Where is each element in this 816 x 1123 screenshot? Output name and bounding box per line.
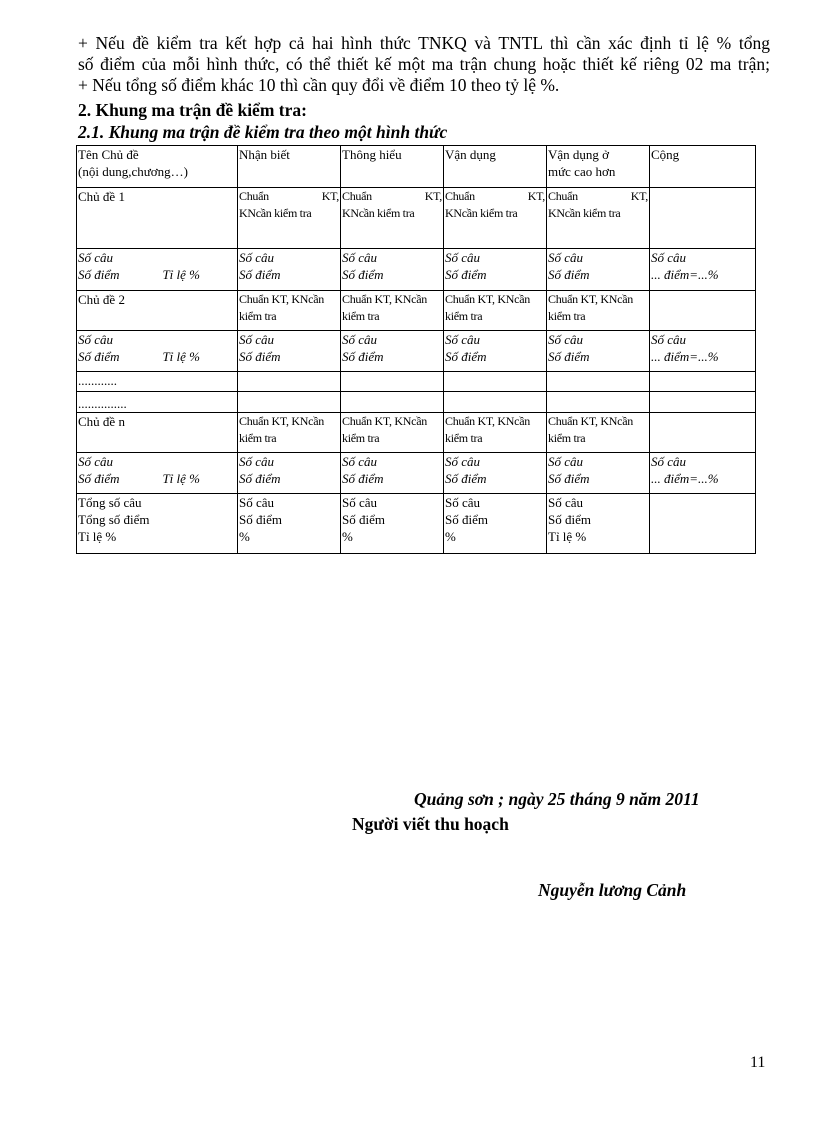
table-row [77,331,756,372]
standard-cell: Chuẩn KT, KNcần kiểm tra [547,291,650,331]
score-cell: Số câu Số điểm [238,331,341,372]
standard-cell: Chuẩn KT, KNcần kiểm tra [547,413,650,453]
score-label-cell: Số câu Số điểm Tỉ lệ % [77,331,238,372]
page-number: 11 [750,1054,766,1071]
topic-2-cell: Chủ đề 2 [77,291,238,331]
table-total-row [77,494,756,554]
score-cell: Số câu Số điểm [444,331,547,372]
score-cell: Số câu Số điểm [444,453,547,494]
topic-1-cell: Chủ đề 1 [77,188,238,249]
header-application: Vận dụng [444,146,547,188]
standard-cell: Chuẩn KT, KNcần kiểm tra [238,291,341,331]
ellipsis-cell: ............... [77,392,238,413]
score-cell: Số câu Số điểm [238,249,341,291]
header-recognition: Nhận biết [238,146,341,188]
subsection-title: 2.1. Khung ma trận đề kiểm tra theo một hình thức [78,122,448,142]
intro-line-2: số điểm của mỗi hình thức, có thể thiết kế một ma trận chung hoặc thiết kế riêng 02 ma trận; [78,54,770,74]
section-title: 2. Khung ma trận đề kiểm tra: [78,100,307,120]
score-label-cell: Số câu Số điểm Tỉ lệ % [77,453,238,494]
standard-cell: Chuẩn KT, KNcần kiểm tra [547,188,650,249]
score-cell: Số câu Số điểm [341,249,444,291]
score-cell: Số câu Số điểm [341,453,444,494]
standard-cell: Chuẩn KT, KNcần kiểm tra [341,291,444,331]
score-cell: Số câu Số điểm [547,249,650,291]
standard-cell: Chuẩn KT, KNcần kiểm tra [341,413,444,453]
standard-cell: Chuẩn KT, KNcần kiểm tra [444,413,547,453]
standard-cell: Chuẩn KT, KNcần kiểm tra [238,413,341,453]
ellipsis-cell: ............ [77,372,238,392]
header-topic: Tên Chủ đề (nội dung,chương…) [77,146,238,188]
score-cell: Số câu Số điểm [341,331,444,372]
score-cell: Số câu Số điểm [238,453,341,494]
table-row [77,291,756,331]
standard-cell: Chuẩn KT, KNcần kiểm tra [444,188,547,249]
standard-cell: Chuẩn KT, KNcần kiểm tra [341,188,444,249]
total-cell: Số câu Số điểm % [238,494,341,554]
header-understanding: Thông hiểu [341,146,444,188]
total-label-cell: Tổng số câu Tổng số điểm Tỉ lệ % [77,494,238,554]
total-cell: Số câu Số điểm % [341,494,444,554]
table-row [77,453,756,494]
score-cell: Số câu Số điểm [444,249,547,291]
standard-cell: Chuẩn KT, KNcần kiểm tra [238,188,341,249]
table-row [77,188,756,249]
total-cell: Số câu Số điểm Tỉ lệ % [547,494,650,554]
matrix-table [76,145,756,554]
total-score-cell: Số câu ... điểm=...% [650,249,756,291]
topic-n-cell: Chủ đề n [77,413,238,453]
writer-label: Người viết thu hoạch [352,814,509,834]
intro-line-1: + Nếu đề kiểm tra kết hợp cả hai hình thức TNKQ và TNTL thì cần xác định tỉ lệ % tổng [78,33,770,53]
table-row [77,413,756,453]
header-high-application: Vận dụng ở mức cao hơn [547,146,650,188]
dateline: Quảng sơn ; ngày 25 tháng 9 năm 2011 [414,789,700,809]
author-name: Nguyễn lương Cảnh [538,880,687,900]
header-total: Cộng [650,146,756,188]
total-score-cell: Số câu ... điểm=...% [650,331,756,372]
total-cell: Số câu Số điểm % [444,494,547,554]
score-cell: Số câu Số điểm [547,453,650,494]
table-row [77,392,756,413]
standard-cell: Chuẩn KT, KNcần kiểm tra [444,291,547,331]
score-cell: Số câu Số điểm [547,331,650,372]
table-row [77,372,756,392]
intro-line-3: + Nếu tổng số điểm khác 10 thì cần quy đổi về điểm 10 theo tỷ lệ %. [78,75,560,95]
score-label-cell: Số câu Số điểm Tỉ lệ % [77,249,238,291]
table-row [77,249,756,291]
total-score-cell: Số câu ... điểm=...% [650,453,756,494]
table-header-row [77,146,756,188]
